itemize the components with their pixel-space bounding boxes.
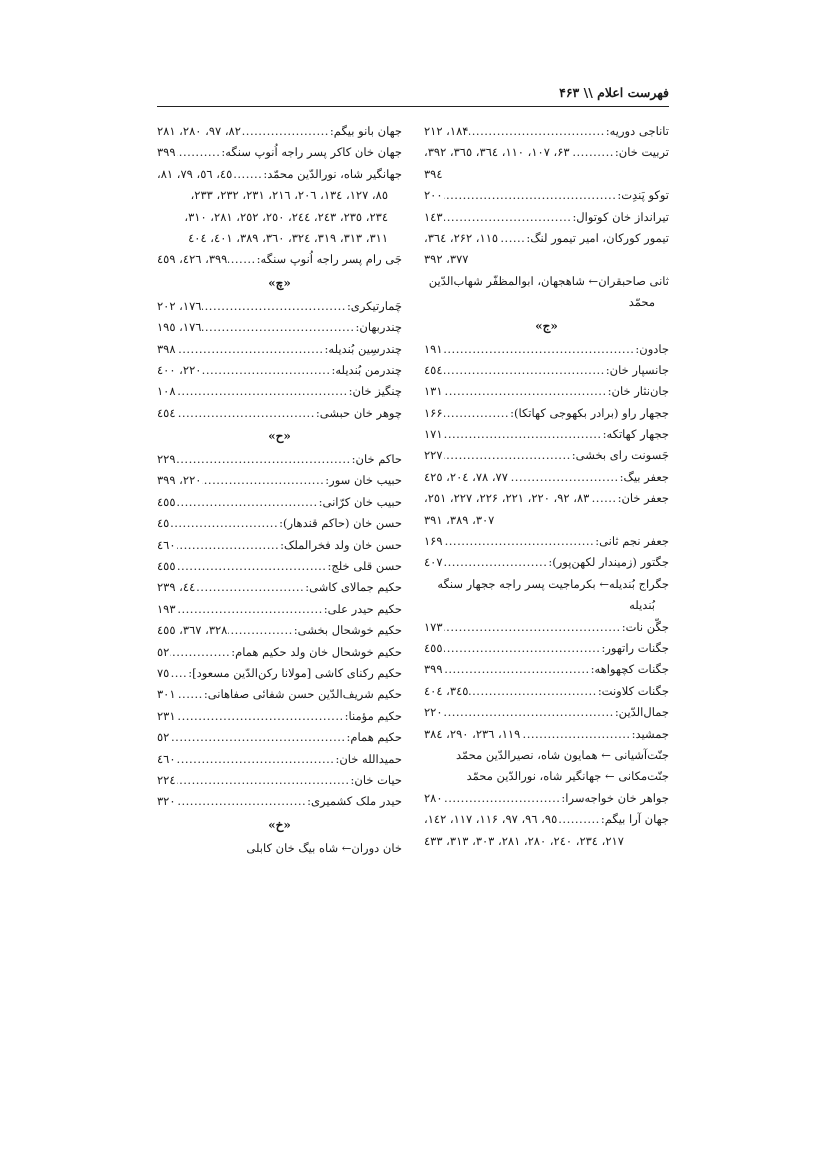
entry-pages: ۳۹۹ — [424, 662, 443, 677]
entry-pages: ۱۶۶ — [424, 405, 443, 420]
entry-pages: ۸۳، ۹۲، ۲۲۰، ۲۲۱، ۲۲۶، ۲۲۷، ۲٥۱، — [424, 491, 590, 506]
entry-name: تاناجی دوریه: — [605, 124, 669, 138]
entry-pages-continued: ۳۰۷، ۳۸۹، ۳۹۱ — [424, 512, 495, 527]
leader-dots — [444, 531, 595, 552]
leader-dots — [177, 770, 350, 791]
header-title: فهرست اعلام — [597, 85, 669, 100]
leader-dots — [558, 809, 600, 830]
leader-dots — [242, 121, 329, 142]
index-entry — [157, 577, 402, 598]
leader-dots — [196, 577, 304, 598]
entry-name: چوهر خان حبشی: — [315, 405, 402, 420]
index-entry — [157, 449, 402, 470]
index-entry — [157, 556, 402, 577]
leader-dots — [177, 599, 323, 620]
index-entry — [424, 788, 669, 809]
index-entry — [157, 492, 402, 513]
leader-dots — [444, 207, 572, 228]
leader-dots — [170, 513, 278, 534]
entry-name: جادون: — [635, 341, 669, 356]
leader-dots — [170, 663, 187, 684]
index-entry — [157, 791, 402, 812]
index-entry — [157, 706, 402, 727]
cross-reference: خان دوران← شاه بیگ خان کابلی — [246, 840, 402, 855]
leader-dots — [177, 449, 351, 470]
index-entry — [157, 470, 402, 491]
entry-name: جهان خان کاکر پسر راجه اُنوپ سنگه: — [221, 145, 402, 160]
cross-reference: ثانی صاحبقران← شاهجهان، ابوالمظفّر شهاب‌الدّین — [428, 273, 669, 288]
entry-pages-continued: ۸٥، ۱۲۷، ۱۳٤، ۲۰٦، ۲۱٦، ۲۳۱، ۲۳۲، ۲۳۳، — [190, 188, 388, 203]
entry-name: حیات خان: — [350, 772, 402, 787]
entry-pages: ۱۹۱ — [424, 341, 443, 356]
leader-dots — [444, 360, 605, 381]
entry-name: حبیب خان سور: — [325, 473, 402, 488]
entry-name: چندرمن بُندیله: — [331, 362, 402, 377]
entry-name: حاکم خان: — [351, 452, 402, 467]
entry-name: جواهر خان خواجه‌سرا: — [561, 790, 669, 805]
entry-pages: ۸۲، ۹۷، ۲۸۰، ۲۸۱ — [157, 124, 241, 138]
leader-dots — [444, 185, 617, 206]
entry-pages: ۲۳۱ — [157, 708, 176, 723]
entry-name: توکو پَندِت: — [617, 188, 669, 203]
leader-dots — [233, 164, 262, 185]
cross-reference: جگراج بُندیله← بکرماجیت پسر راجه ججهار سنگه — [437, 576, 669, 591]
index-entry — [424, 531, 669, 552]
entry-name: حکیم همام: — [346, 730, 402, 745]
leader-dots — [444, 659, 590, 680]
entry-name: جمال‌الدّین: — [614, 705, 669, 720]
entry-name: چندربهان: — [355, 320, 402, 335]
cross-reference: جنّت‌مکانی ← جهانگیر شاه، نورالدّین محمّد — [466, 769, 669, 784]
leader-dots — [444, 702, 614, 723]
entry-pages: ٤۰۷ — [424, 555, 443, 570]
entry-name: حکیم خوشحال بخشی: — [293, 623, 402, 638]
entry-pages: ۳۹۹ — [157, 145, 176, 160]
index-entry — [157, 360, 402, 381]
leader-dots — [202, 360, 330, 381]
index-entry — [157, 727, 402, 748]
entry-pages: ۱۷٦، ۲۰۲ — [157, 298, 202, 313]
entry-name: حکیم شریف‌الدّین حسن شفائی صفاهانی: — [203, 687, 402, 702]
running-header — [157, 82, 669, 104]
index-entry — [424, 467, 669, 488]
entry-pages: ۱۳۱ — [424, 384, 443, 399]
index-entry — [424, 809, 669, 852]
index-entry — [157, 513, 402, 534]
entry-name: چندرسِین بُندیله: — [324, 341, 402, 356]
entry-pages: ۲۲٤ — [157, 772, 176, 787]
entry-name: تربیت خان: — [614, 145, 669, 160]
entry-pages: ۱۸۴، ۲۱۲ — [424, 124, 469, 138]
leader-dots — [444, 424, 602, 445]
entry-name: ججهار راو (برادر بکهوجی کهاتکا): — [510, 405, 669, 420]
index-entry — [424, 552, 669, 573]
index-entry — [424, 424, 669, 445]
index-entry — [157, 249, 402, 270]
leader-dots — [509, 467, 619, 488]
index-entry — [424, 207, 669, 228]
header-separator: \\ — [583, 85, 593, 100]
entry-pages: ۱۱٥، ۲۶۲، ۳٦٤، — [424, 230, 499, 245]
leader-dots — [177, 403, 315, 424]
leader-dots — [590, 488, 616, 509]
index-column-right — [424, 121, 669, 852]
entry-name: حسن خان (حاکم قندهار): — [279, 516, 402, 531]
entry-name: جگتور (زمیندار لکهن‌پور): — [548, 555, 669, 570]
leader-dots — [177, 142, 221, 163]
entry-pages: ۲۲۰ — [424, 705, 443, 720]
entry-pages: ٤٤، ۲۳۹ — [157, 580, 196, 595]
leader-dots — [177, 556, 327, 577]
entry-pages-continued: ۲۳٤، ۲۳٥، ۲٤۳، ۲٤٤، ۲٥۰، ۲٥۲، ۲۸۱، ۳۱۰، — [184, 209, 388, 224]
leader-dots — [469, 121, 604, 142]
leader-dots — [177, 791, 307, 812]
entry-name: حکیم رکنای کاشی [مولانا رکن‌الدّین مسعود]: — [188, 665, 402, 680]
entry-name: حبیب خان کرّانی: — [318, 494, 402, 509]
entry-pages-continued: ۳۱۱، ۳۱۳، ۳۱۹، ۳۲٤، ۳٦۰، ۳۸۹، ٤۰۱، ٤۰٤ — [188, 230, 388, 245]
leader-dots — [444, 445, 571, 466]
leader-dots — [202, 470, 324, 491]
entry-pages: ۱۹۳ — [157, 601, 176, 616]
entry-pages: ۱۰۸ — [157, 384, 176, 399]
index-entry — [424, 121, 669, 142]
entry-name: ججهار کهاتکه: — [602, 427, 669, 442]
index-entry — [424, 445, 669, 466]
index-entry — [424, 339, 669, 360]
entry-name: حمیدالله خان: — [335, 751, 402, 766]
entry-name: جمشید: — [631, 726, 669, 741]
index-entry — [157, 620, 402, 641]
index-entry — [157, 296, 402, 317]
leader-dots — [170, 727, 345, 748]
entry-name: حکیم حیدر علی: — [323, 601, 402, 616]
entry-name: جهان بانو بیگم: — [329, 124, 402, 138]
entry-pages: ۱۱۹، ۲۳٦، ۲۹۰، ۳۸٤ — [424, 726, 521, 741]
entry-name: تیمور کورکان، امیر تیمور لنگ: — [526, 230, 669, 245]
entry-pages: ۳۲۸، ۳٦۷، ٤٥٥ — [157, 623, 228, 638]
entry-name: جعفر خان: — [617, 491, 669, 506]
entry-name: جانسپار خان: — [605, 362, 669, 377]
index-entry — [157, 142, 402, 163]
entry-name: جگنات کچهواهه: — [590, 662, 669, 677]
leader-dots — [469, 681, 596, 702]
index-entry — [157, 317, 402, 338]
leader-dots — [228, 249, 255, 270]
entry-name: جگنات راتهور: — [601, 640, 669, 655]
entry-pages: ۳٤٥، ٤۰٤ — [424, 683, 469, 698]
leader-dots — [177, 706, 344, 727]
entry-name: جهان آرا بیگم: — [600, 812, 669, 827]
index-entry — [424, 228, 669, 271]
entry-name: حکیم جمالای کاشی: — [305, 580, 402, 595]
entry-name: حکیم مؤمنا: — [344, 708, 402, 723]
header-rule — [157, 106, 669, 107]
entry-pages: ۳۹۹، ٤۲٦، ٤٥۹ — [157, 252, 228, 267]
entry-pages: ۷۷، ۷۸، ۲۰٤، ٤۲٥ — [424, 469, 508, 484]
entry-pages: ۲۲۷ — [424, 448, 443, 463]
index-entry — [157, 749, 402, 770]
entry-name: حسن قلی خلج: — [327, 559, 402, 574]
index-entry — [424, 659, 669, 680]
leader-dots — [202, 317, 354, 338]
entry-name: چنگیز خان: — [348, 384, 402, 399]
header-page-number: ۴۶۳ — [559, 85, 580, 100]
entry-pages: ٤٥٥ — [157, 559, 176, 574]
index-entry — [157, 663, 402, 684]
index-entry — [424, 681, 669, 702]
entry-pages: ۶۳، ۱۰۷، ۱۱۰، ۳٦٤، ۳٦٥، ۳۹۲، — [424, 145, 570, 160]
leader-dots — [444, 381, 607, 402]
index-entry — [157, 164, 402, 250]
entry-pages: ٤٥٥ — [157, 494, 176, 509]
leader-dots — [444, 403, 510, 424]
section-heading-jim: «ج» — [535, 318, 558, 333]
entry-name: جگّن نات: — [621, 619, 669, 634]
entry-pages: ٤٥ — [157, 516, 170, 531]
index-entry — [424, 724, 669, 745]
index-column-left — [157, 121, 402, 859]
index-entry — [157, 403, 402, 424]
entry-pages: ٥۲ — [157, 730, 170, 745]
entry-name: تیرانداز خان کوتوال: — [572, 209, 669, 224]
index-entry — [424, 403, 669, 424]
entry-name: جعفر نجم ثانی: — [595, 534, 669, 549]
index-entry — [424, 488, 669, 531]
entry-name: چَمارتیکری: — [346, 298, 402, 313]
leader-dots — [444, 788, 561, 809]
leader-dots — [228, 620, 292, 641]
leader-dots — [444, 552, 548, 573]
cross-reference: جنّت‌آشیانی ← همایون شاه، نصیرالدّین محمّد — [455, 747, 669, 762]
entry-pages: ۱۷۱ — [424, 427, 443, 442]
section-heading-khe: «خ» — [268, 817, 291, 832]
cross-reference-continued: بُندیله — [629, 598, 655, 613]
entry-pages: ۳۲۰ — [157, 794, 176, 809]
entry-pages: ۱۷٦، ۱۹٥ — [157, 320, 202, 335]
entry-name: جگنات کلاونت: — [597, 683, 669, 698]
entry-name: حیدر ملک کشمیری: — [307, 794, 402, 809]
entry-name: حکیم خوشحال خان ولد حکیم همام: — [231, 644, 402, 659]
entry-pages: ٤٥٤ — [157, 405, 176, 420]
entry-pages: ٤٥٤ — [424, 362, 443, 377]
entry-name: جعفر بیگ: — [619, 469, 669, 484]
entry-pages: ۲۲۹ — [157, 452, 176, 467]
entry-pages: ۹٥، ۹٦، ۹۷، ۱۱۶، ۱۱۷، ۱٤۲، — [424, 812, 558, 827]
leader-dots — [177, 492, 318, 513]
index-entry — [424, 142, 669, 185]
entry-name: جان‌نثار خان: — [607, 384, 669, 399]
index-entry — [424, 360, 669, 381]
cross-reference-continued: محمّد — [628, 295, 655, 310]
leader-dots — [202, 296, 346, 317]
index-entry — [424, 185, 669, 206]
index-entry — [157, 642, 402, 663]
index-entry — [157, 121, 402, 142]
leader-dots — [521, 724, 630, 745]
entry-name: حسن خان ولد فخرالملک: — [280, 537, 402, 552]
section-heading-che: «چ» — [268, 275, 291, 290]
leader-dots — [177, 381, 348, 402]
index-entry — [157, 684, 402, 705]
entry-pages: ۱٤٣ — [424, 209, 443, 224]
entry-pages: ۲۰۰ — [424, 188, 443, 203]
entry-pages: ٤٥٥ — [424, 640, 443, 655]
entry-pages: ۲۲۰، ۳۹۹ — [157, 473, 202, 488]
entry-pages: ٤٦۰ — [157, 751, 176, 766]
leader-dots — [444, 638, 601, 659]
index-entry — [424, 617, 669, 638]
leader-dots — [170, 642, 230, 663]
index-entry — [424, 638, 669, 659]
leader-dots — [499, 228, 525, 249]
leader-dots — [177, 749, 335, 770]
entry-pages: ۳۰۱ — [157, 687, 176, 702]
leader-dots — [177, 684, 203, 705]
entry-pages: ۷٥ — [157, 665, 170, 680]
leader-dots — [177, 535, 280, 556]
index-entry — [157, 339, 402, 360]
index-entry — [157, 770, 402, 791]
index-entry — [157, 599, 402, 620]
entry-name: جَسونت رای بخشی: — [571, 448, 669, 463]
entry-name: جهانگیر شاه، نورالدّین محمّد: — [263, 166, 402, 181]
index-entry — [157, 535, 402, 556]
index-entry — [424, 702, 669, 723]
index-entry — [157, 381, 402, 402]
entry-pages: ٥۲ — [157, 644, 170, 659]
section-heading-he: «ح» — [268, 429, 291, 444]
entry-pages: ۲۲۰، ٤۰۰ — [157, 362, 202, 377]
leader-dots — [444, 339, 635, 360]
entry-name: جَی رام پسر راجه اُنوپ سنگه: — [256, 252, 402, 267]
entry-pages-continued: ۳۹٤ — [424, 166, 443, 181]
entry-pages-continued: ۳۷۷، ۳۹۲ — [424, 252, 469, 267]
index-entry — [424, 381, 669, 402]
entry-pages-continued: ۲۱۷، ۲۳٤، ۲٤۰، ۲۸۰، ۲۸۱، ۳۰۳، ۳۱۳، ٤۳۳ — [424, 833, 624, 848]
leader-dots — [571, 142, 614, 163]
entry-pages: ۲۸۰ — [424, 790, 443, 805]
leader-dots — [177, 339, 324, 360]
entry-pages: ۱۶۹ — [424, 534, 443, 549]
entry-pages: ۱۷۳ — [424, 619, 443, 634]
entry-pages: ٤٥، ٥٦، ۷۹، ۸۱، — [157, 166, 233, 181]
entry-pages: ٤٦۰ — [157, 537, 176, 552]
leader-dots — [444, 617, 621, 638]
entry-pages: ۳۹۸ — [157, 341, 176, 356]
